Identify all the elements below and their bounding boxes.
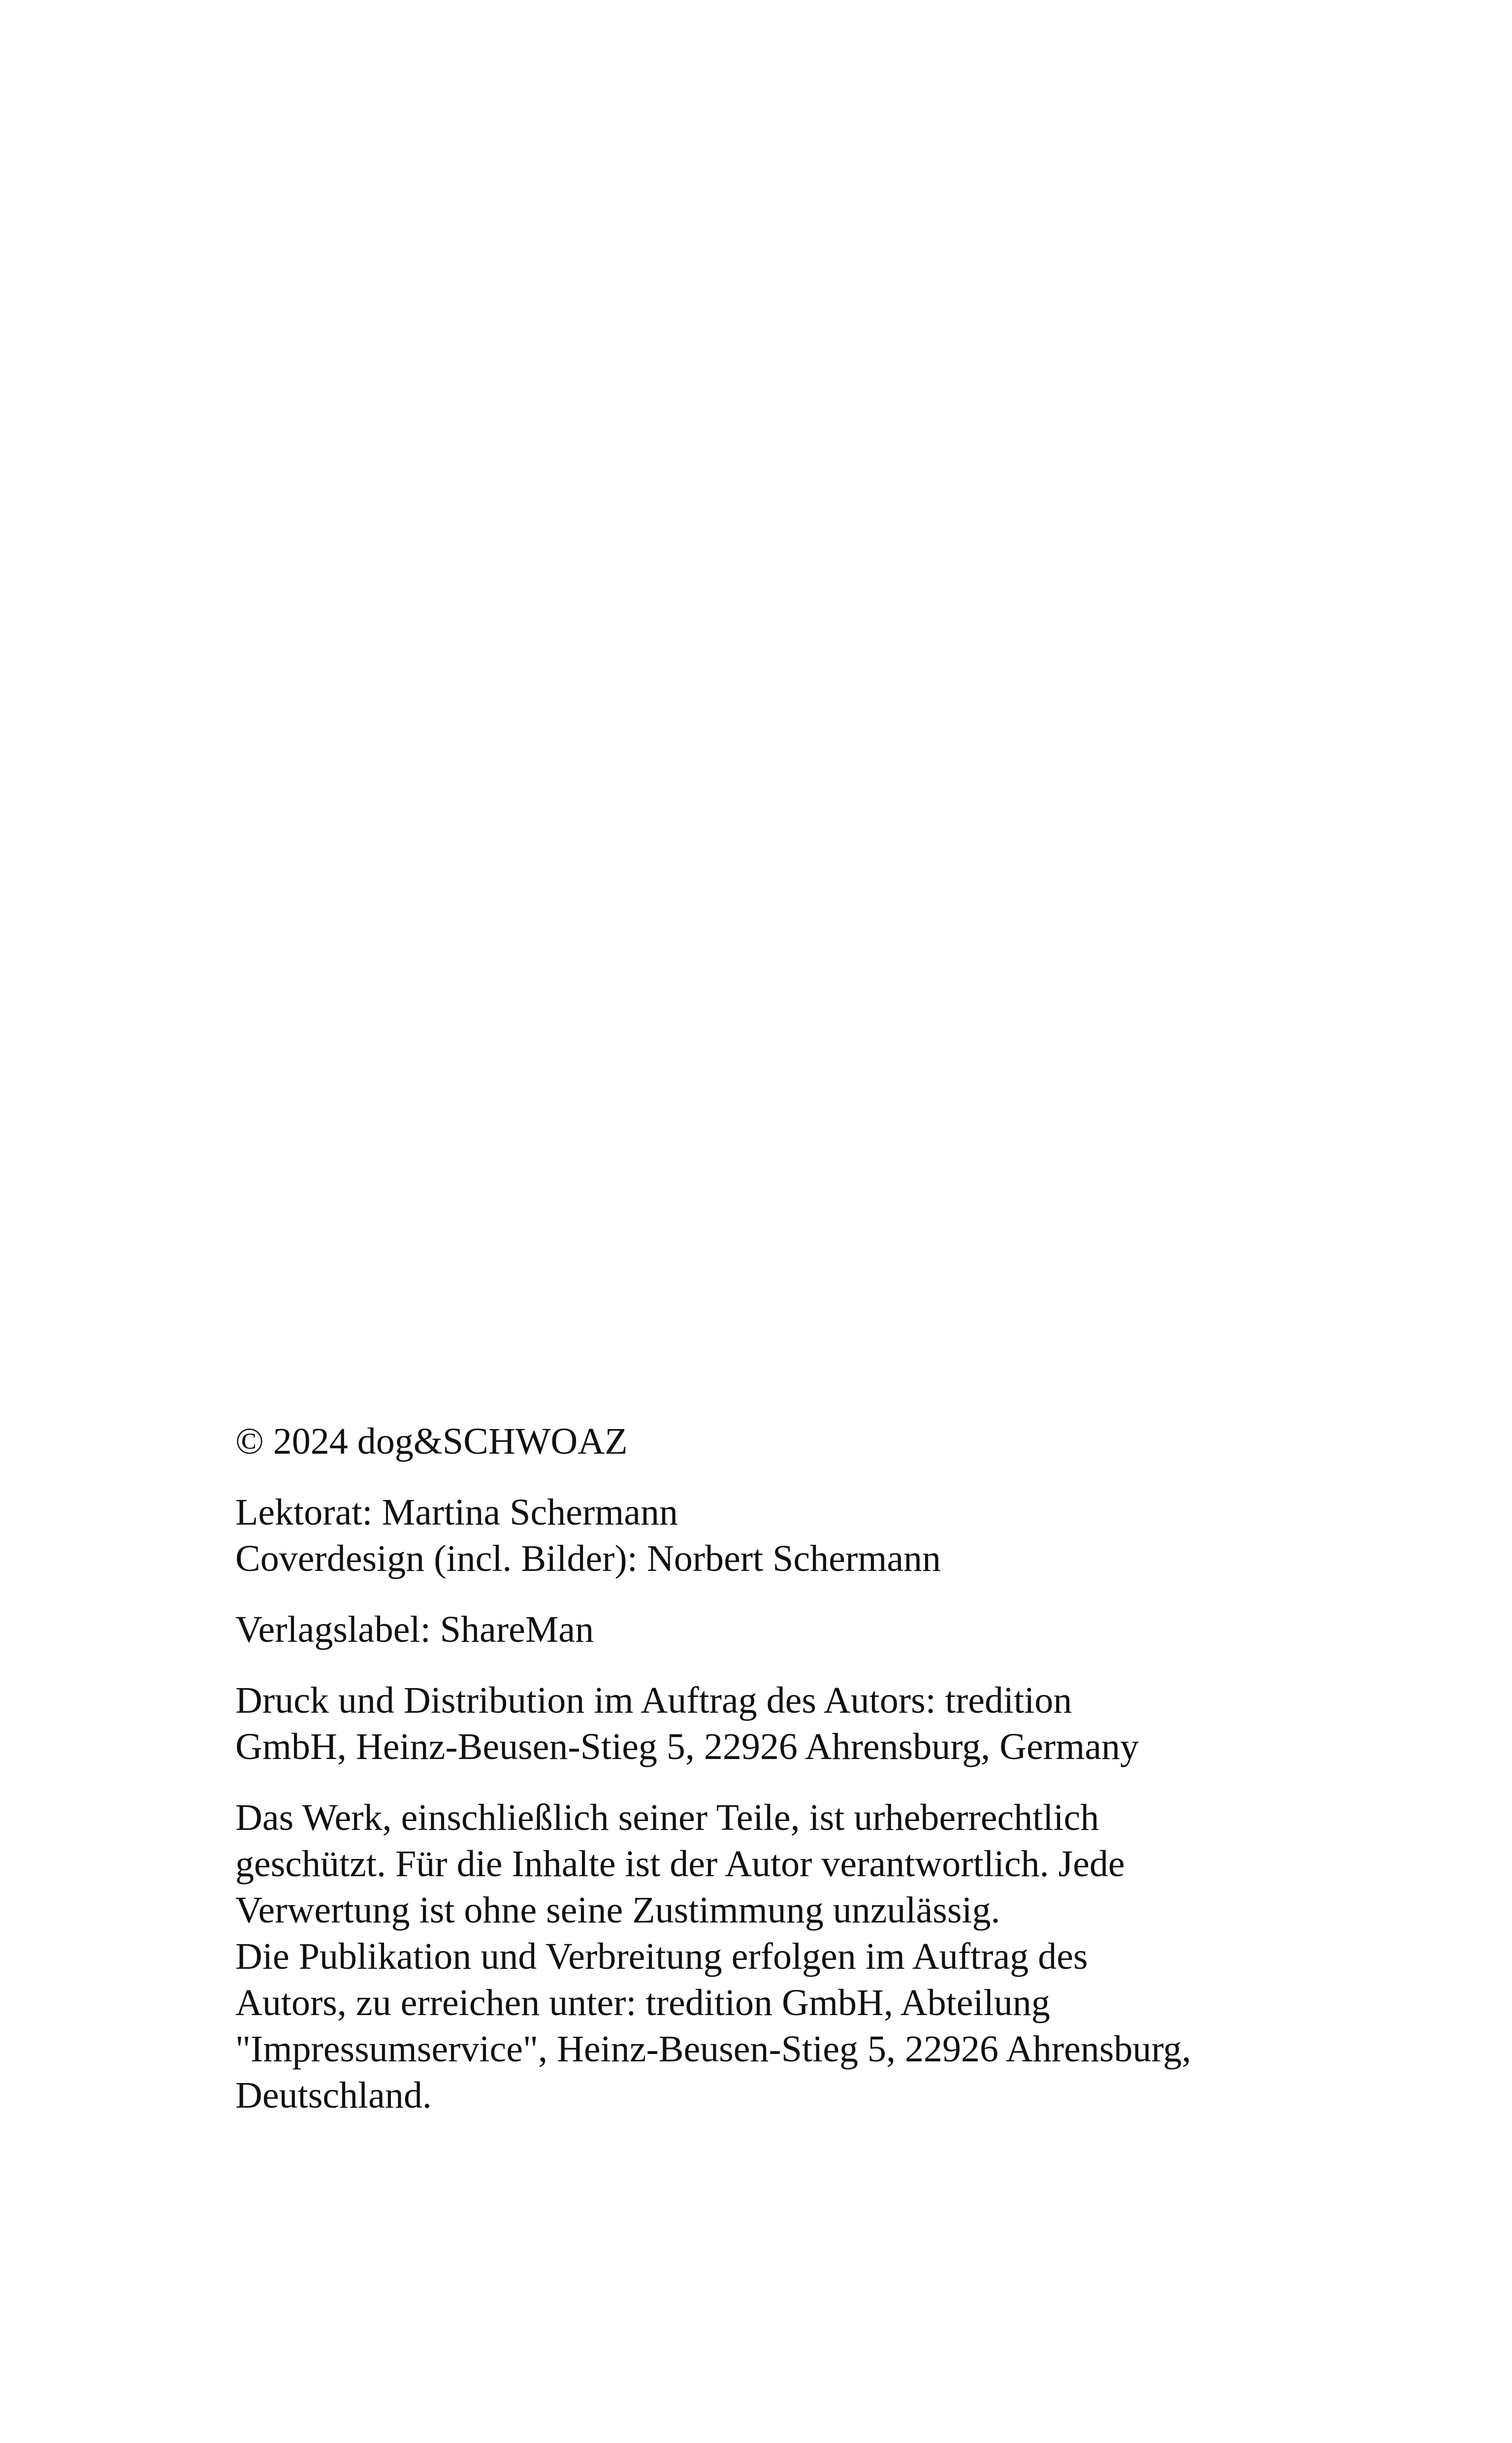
publisher-label: Verlagslabel: ShareMan [235,1609,594,1650]
legal-line-6: "Impressumservice", Heinz-Beusen-Stieg 5, 22926 Ahrensburg, [235,2028,1191,2070]
legal-line-2: geschützt. Für die Inhalte ist der Autor verantwortlich. Jede [235,1843,1125,1885]
legal-paragraph [235,1794,1319,2118]
legal-line-3: Verwertung ist ohne seine Zustimmung unzulässig. [235,1889,1000,1931]
distribution-paragraph [235,1677,1319,1770]
publisher-label-paragraph [235,1606,1319,1653]
cover-credit: Coverdesign (incl. Bilder): Norbert Schermann [235,1538,941,1579]
editing-credit: Lektorat: Martina Schermann [235,1492,678,1533]
legal-line-1: Das Werk, einschließlich seiner Teile, ist urheberrechtlich [235,1797,1099,1838]
distribution-line-1: Druck und Distribution im Auftrag des Autors: tredition [235,1680,1072,1721]
legal-line-7: Deutschland. [235,2075,432,2116]
credits-paragraph [235,1489,1319,1582]
legal-line-5: Autors, zu erreichen unter: tredition GmbH, Abteilung [235,1982,1050,2023]
copyright-text: © 2024 dog&SCHWOAZ [235,1421,628,1462]
distribution-line-2: GmbH, Heinz-Beusen-Stieg 5, 22926 Ahrensburg, Germany [235,1726,1139,1767]
imprint-block [235,1418,1319,2143]
legal-line-4: Die Publikation und Verbreitung erfolgen im Auftrag des [235,1936,1088,1977]
copyright-line [235,1418,1319,1465]
